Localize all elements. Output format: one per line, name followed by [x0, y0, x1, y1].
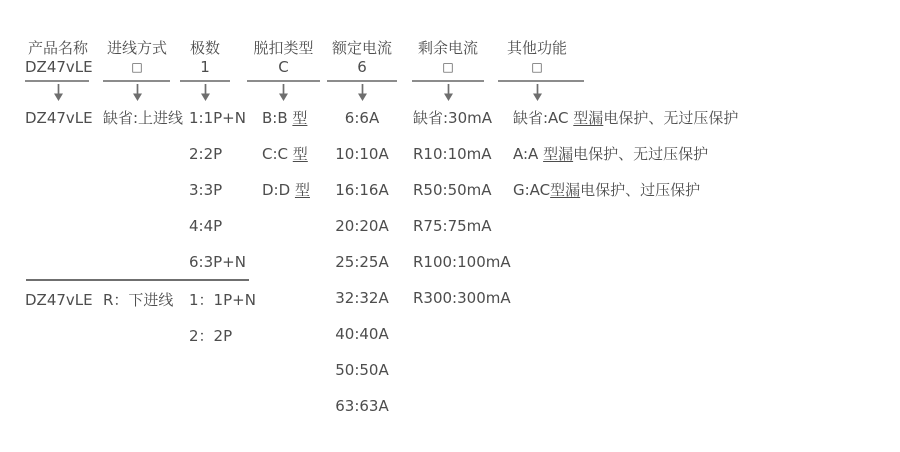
option-trip-type: C:C 型: [262, 145, 308, 163]
option-rated-current: 16:16A: [335, 181, 389, 199]
column-rule-residual-current: [412, 80, 484, 82]
option-rated-current: 20:20A: [335, 217, 389, 235]
column-rule-other-functions: [498, 80, 584, 82]
column-rule-product-name: [25, 80, 89, 82]
column-header-product-name: 产品名称: [27, 39, 88, 57]
variant-option-poles: 1：1P+N: [189, 291, 256, 309]
down-arrow-icon: [101, 84, 173, 104]
column-code-poles: 1: [200, 58, 210, 76]
down-arrow-icon: [180, 84, 230, 104]
option-residual-current: R50:50mA: [413, 181, 492, 199]
column-rule-trip-type: [247, 80, 320, 82]
option-poles: 3:3P: [189, 181, 223, 199]
column-header-poles: 极数: [189, 39, 220, 57]
option-product-name: DZ47vLE: [25, 109, 93, 127]
option-other-functions: G:AC型漏电保护、过压保护: [513, 181, 701, 199]
option-rated-current: 32:32A: [335, 289, 389, 307]
option-poles: 6:3P+N: [189, 253, 246, 271]
column-code-trip-type: C: [278, 58, 289, 76]
column-header-trip-type: 脱扣类型: [253, 39, 314, 57]
option-rated-current: 40:40A: [335, 325, 389, 343]
column-rule-poles: [180, 80, 230, 82]
option-incoming-line: 缺省:上进线: [103, 109, 184, 127]
column-code-residual-current: □: [442, 60, 454, 74]
option-trip-type: D:D 型: [262, 181, 310, 199]
variant-option-poles: 2：2P: [189, 327, 233, 345]
column-header-incoming-line: 进线方式: [106, 39, 167, 57]
option-poles: 4:4P: [189, 217, 223, 235]
section-separator-line: [26, 279, 249, 281]
option-poles: 2:2P: [189, 145, 223, 163]
column-header-residual-current: 剩余电流: [417, 39, 478, 57]
option-other-functions: A:A 型漏电保护、无过压保护: [513, 145, 709, 163]
option-rated-current: 50:50A: [335, 361, 389, 379]
option-rated-current: 10:10A: [335, 145, 389, 163]
option-trip-type: B:B 型: [262, 109, 308, 127]
option-residual-current: R300:300mA: [413, 289, 511, 307]
column-header-rated-current: 额定电流: [331, 39, 392, 57]
option-rated-current: 25:25A: [335, 253, 389, 271]
option-poles: 1:1P+N: [189, 109, 246, 127]
option-residual-current: R10:10mA: [413, 145, 492, 163]
column-code-other-functions: □: [531, 60, 543, 74]
variant-incoming-line: R：下进线: [103, 291, 174, 309]
option-residual-current: R100:100mA: [413, 253, 511, 271]
column-rule-incoming-line: [103, 80, 170, 82]
down-arrow-icon: [327, 84, 397, 104]
column-rule-rated-current: [327, 80, 397, 82]
column-header-other-functions: 其他功能: [506, 39, 567, 57]
option-rated-current: 6:6A: [344, 109, 380, 127]
variant-product-name: DZ47vLE: [25, 291, 93, 309]
option-rated-current: 63:63A: [335, 397, 389, 415]
column-code-product-name: DZ47vLE: [25, 58, 93, 76]
option-residual-current: R75:75mA: [413, 217, 492, 235]
option-residual-current: 缺省:30mA: [413, 109, 493, 127]
down-arrow-icon: [498, 84, 576, 104]
down-arrow-icon: [25, 84, 91, 104]
down-arrow-icon: [247, 84, 320, 104]
down-arrow-icon: [412, 84, 484, 104]
option-other-functions: 缺省:AC 型漏电保护、无过压保护: [513, 109, 739, 127]
column-code-rated-current: 6: [357, 58, 367, 76]
column-code-incoming-line: □: [131, 60, 143, 74]
